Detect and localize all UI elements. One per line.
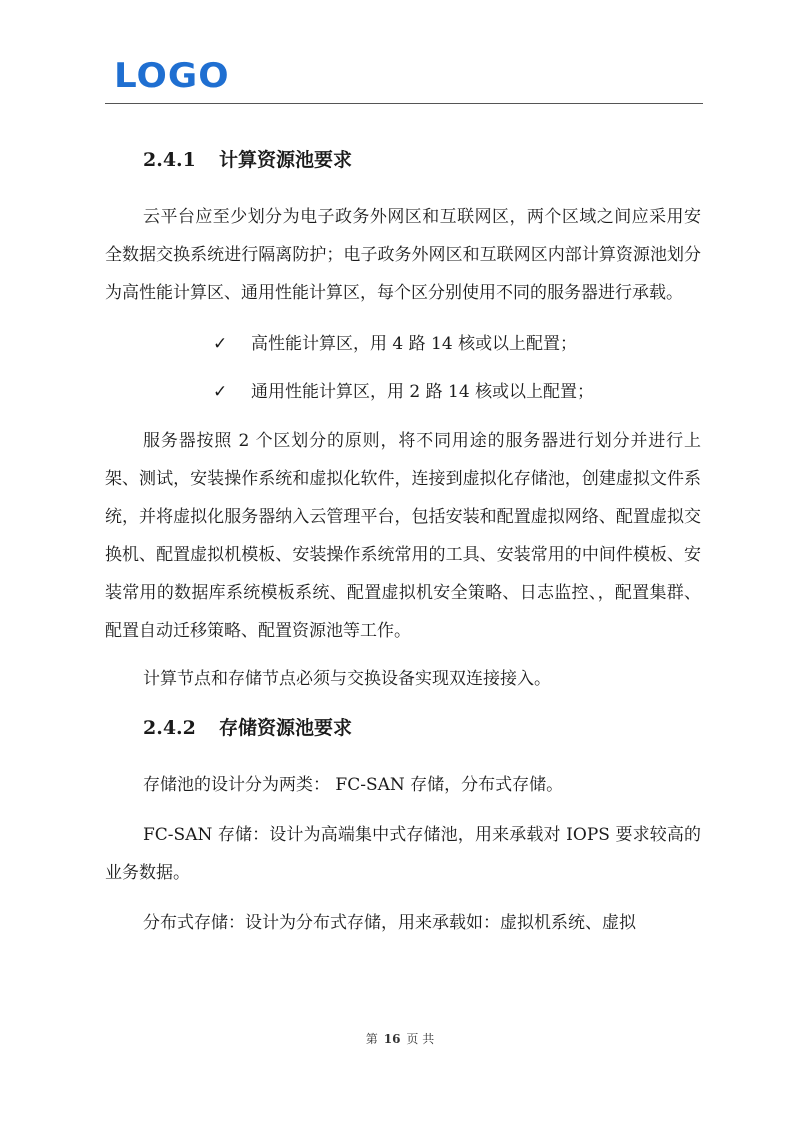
- checkmark-icon: ✓: [213, 382, 228, 402]
- section-title: 计算资源池要求: [219, 149, 353, 171]
- paragraph: FC-SAN 存储：设计为高端集中式存储池，用来承载对 IOPS 要求较高的业务数据。: [105, 825, 701, 883]
- paragraph: 计算节点和存储节点必须与交换设备实现双连接接入。: [143, 669, 551, 689]
- bullet-text: 通用性能计算区，用 2 路 14 核或以上配置；: [251, 382, 595, 402]
- bullet-item: [213, 320, 701, 368]
- paragraph: 分布式存储：设计为分布式存储，用来承载如：虚拟机系统、虚拟: [143, 913, 636, 933]
- bullet-item: [213, 368, 701, 416]
- bullet-text: 高性能计算区，用 4 路 14 核或以上配置；: [251, 334, 578, 354]
- logo: LOGO: [114, 56, 230, 96]
- footer-suffix-total: 共: [422, 1032, 435, 1046]
- section-heading-2-4-1: [105, 140, 701, 186]
- section-number: 2.4.2: [143, 717, 196, 739]
- footer-suffix: 页: [406, 1032, 419, 1046]
- paragraph: 服务器按照 2 个区划分的原则，将不同用途的服务器进行划分并进行上架、测试，安装操作系统和虚拟化软件，连接到虚拟化存储池，创建虚拟文件系统，并将虚拟化服务器纳入云管理平台，包括安装和配置虚拟网络、配置虚拟交换机、配置虚拟机模板、安装操作系统常用的工具、安装常用的中间件模板、安装常用的数据库系统模板系统、配置虚拟机安全策略、日志监控、，配置集群、配置自动迁移策略、配置资源池等工作。: [105, 431, 701, 641]
- header-divider: [105, 103, 703, 104]
- document-body: [105, 140, 701, 942]
- checkmark-icon: ✓: [213, 334, 228, 354]
- section-title: 存储资源池要求: [219, 717, 353, 739]
- section-number: 2.4.1: [143, 149, 196, 171]
- footer-prefix: 第: [365, 1032, 378, 1046]
- paragraph: 云平台应至少划分为电子政务外网区和互联网区，两个区域之间应采用安全数据交换系统进行隔离防护；电子政务外网区和互联网区内部计算资源池划分为高性能计算区、通用性能计算区，每个区分别使用不同的服务器进行承载。: [105, 207, 701, 303]
- page-footer: [0, 1030, 800, 1047]
- paragraph: 存储池的设计分为两类： FC-SAN 存储，分布式存储。: [143, 775, 564, 795]
- page-number: 16: [383, 1032, 401, 1046]
- section-heading-2-4-2: [105, 708, 701, 754]
